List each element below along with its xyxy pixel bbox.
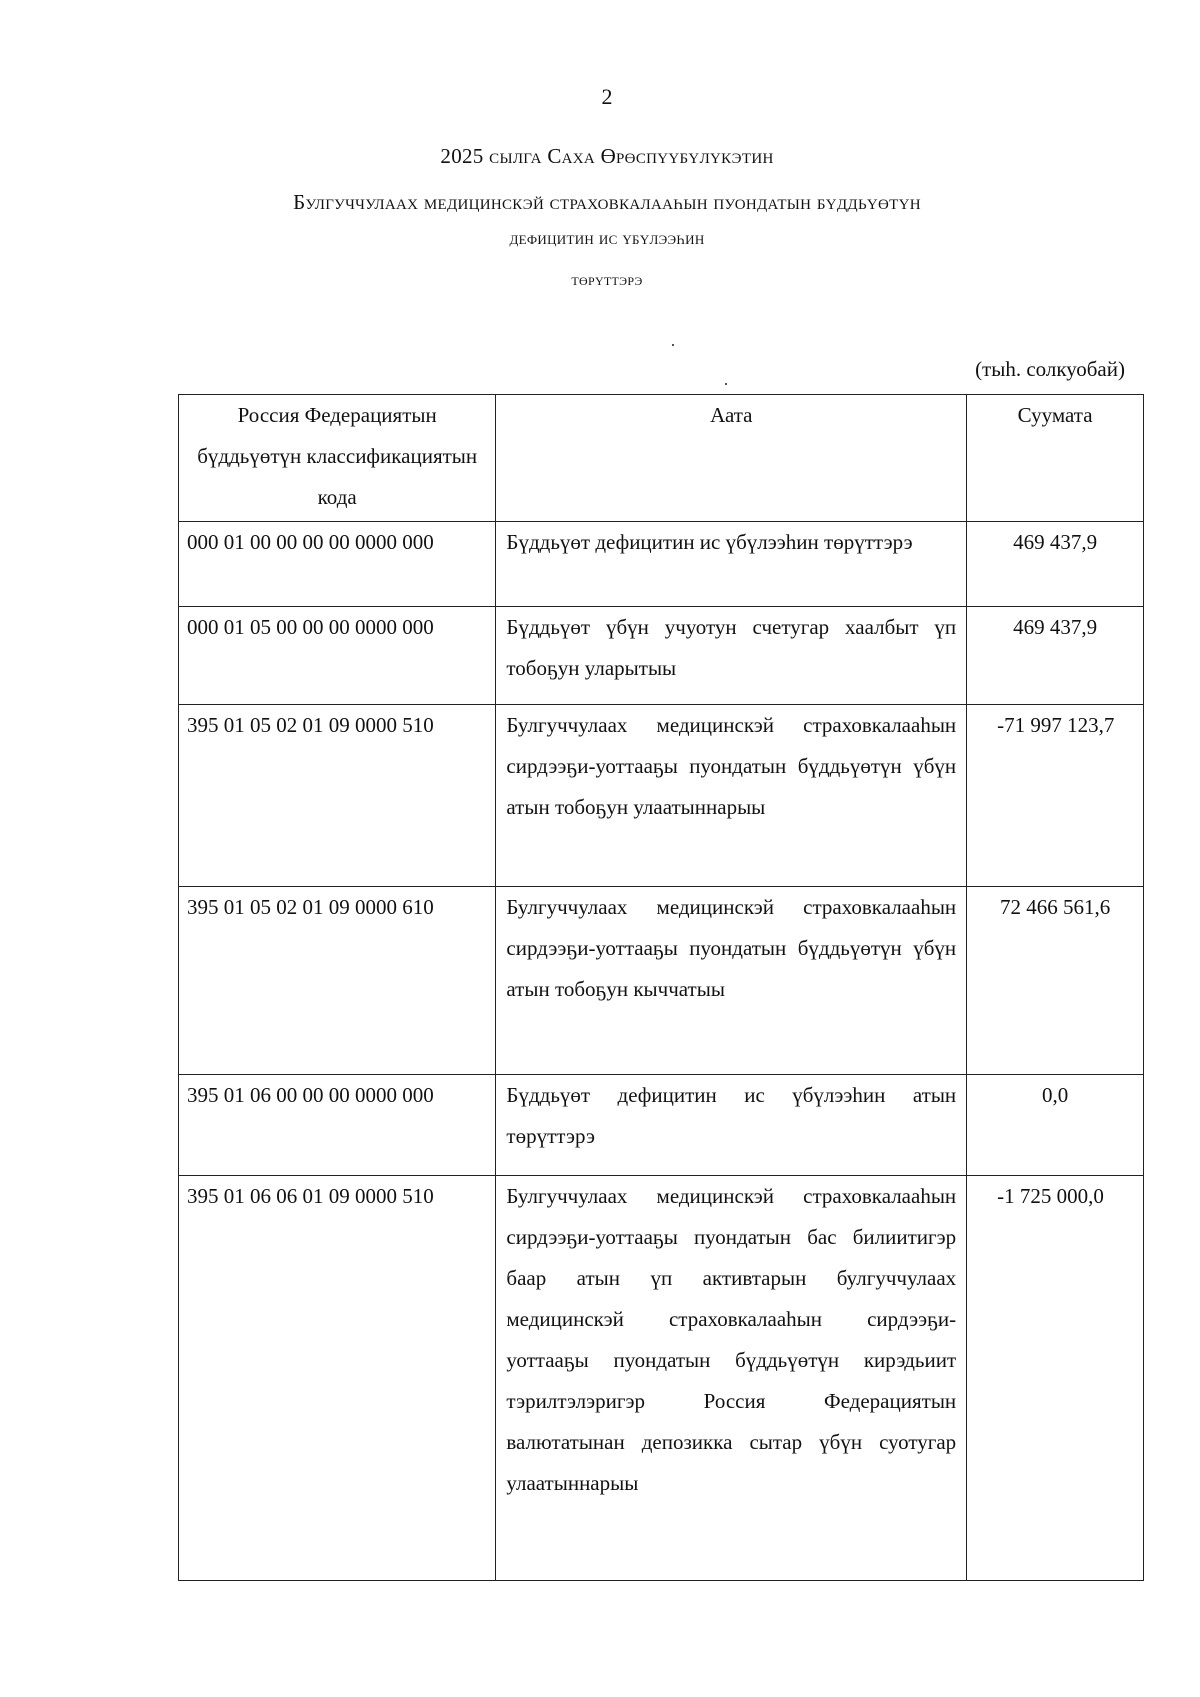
row-name: Булгуччулаах медицинскэй страховкалааһын сирдээҕи-уоттааҕы пуондатын бүддьүөтүн үбүн атын тобоҕун кыччатыы <box>496 887 967 1075</box>
table-row <box>179 887 1144 1075</box>
document-title-line-2: Булгуччулаах медицинскэй страховкалааһын пуондатын бүддьүөтүн <box>293 190 921 214</box>
header-code: Россия Федерациятын бүддьүөтүн классификациятын кода <box>179 395 496 522</box>
deficit-financing-table <box>178 394 1144 1581</box>
row-code: 000 01 00 00 00 00 0000 000 <box>179 522 496 607</box>
row-code: 395 01 06 00 00 00 0000 000 <box>179 1075 496 1176</box>
row-sum: 72 466 561,6 <box>967 887 1144 1075</box>
row-sum: -1 725 000,0 <box>967 1176 1144 1581</box>
table-row <box>179 1075 1144 1176</box>
row-code: 000 01 05 00 00 00 0000 000 <box>179 607 496 705</box>
row-name: Бүддьүөт дефицитин ис үбүлээһин төрүттэрэ <box>496 522 967 607</box>
document-title-line-3: дефицитин ис үбүлээһин <box>509 228 705 248</box>
document-title-line-1: 2025 сылга Саха Өрөспүүбүлүкэтин <box>440 144 774 168</box>
row-name: Булгуччулаах медицинскэй страховкалааһын сирдээҕи-уоттааҕы пуондатын бас билиитигэр баар атын үп активтарын булгуччулаах медицинскэй страховкалааһын сирдээҕи-уоттааҕы пуондатын бүддьүөтүн кирэдьиит тэрилтэлэригэр Россия Федерациятын валютатынан депозикка сытар үбүн суотугар улаатыннарыы <box>496 1176 967 1581</box>
scan-speck <box>725 383 727 385</box>
row-sum: -71 997 123,7 <box>967 705 1144 887</box>
table-row <box>179 1176 1144 1581</box>
table-row <box>179 705 1144 887</box>
row-code: 395 01 05 02 01 09 0000 510 <box>179 705 496 887</box>
row-sum: 469 437,9 <box>967 522 1144 607</box>
table-row <box>179 607 1144 705</box>
scan-speck <box>672 344 674 346</box>
row-code: 395 01 05 02 01 09 0000 610 <box>179 887 496 1075</box>
row-name: Булгуччулаах медицинскэй страховкалааһын сирдээҕи-уоттааҕы пуондатын бүддьүөтүн үбүн атын тобоҕун улаатыннарыы <box>496 705 967 887</box>
page-number: 2 <box>601 84 613 109</box>
row-code: 395 01 06 06 01 09 0000 510 <box>179 1176 496 1581</box>
header-sum: Суумата <box>967 395 1144 522</box>
table-row <box>179 522 1144 607</box>
row-name: Бүддьүөт үбүн учуотун счетугар хаалбыт үп тобоҕун уларытыы <box>496 607 967 705</box>
row-sum: 469 437,9 <box>967 607 1144 705</box>
row-sum: 0,0 <box>967 1075 1144 1176</box>
document-title-line-4: төрүттэрэ <box>571 270 643 289</box>
table-header-row <box>179 395 1144 522</box>
units-note: (тыһ. солкуобай) <box>975 357 1125 381</box>
row-name: Бүддьүөт дефицитин ис үбүлээһин атын төрүттэрэ <box>496 1075 967 1176</box>
header-name: Аата <box>496 395 967 522</box>
